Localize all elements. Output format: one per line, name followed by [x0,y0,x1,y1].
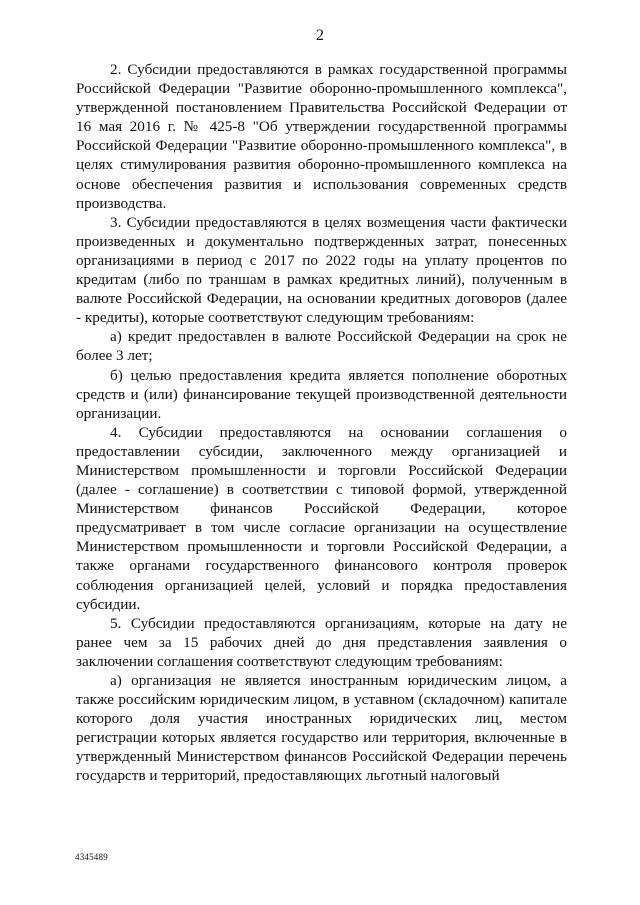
paragraph-4: 4. Субсидии предоставляются на основании соглашения о предоставлении субсидии, заключенного между организацией и Министерством промышленности и торговли Российской Федерации (далее - соглашение) в соответствии с типовой формой, утвержденной Министерством финансов Российской Федерации, которое предусматривает в том числе согласие организации на осуществление Министерством промышленности и торговли Российской Федерации, а также органами государственного финансового контроля проверок соблюдения организацией целей, условий и порядка предоставления субсидии. [76,423,567,613]
page-number: 2 [316,27,324,44]
paragraph-2: 2. Субсидии предоставляются в рамках государственной программы Российской Федерации "Развитие оборонно-промышленного комплекса", утвержденной постановлением Правительства Российской Федерации от 16 мая 2016 г. № 425-8 "Об утверждении государственной программы Российской Федерации "Развитие оборонно-промышленного комплекса", в целях стимулирования развития оборонно-промышленного комплекса на основе обеспечения развития и использования современных средств производства. [76,61,567,212]
paragraph-3: 3. Субсидии предоставляются в целях возмещения части фактически произведенных и документально подтвержденных затрат, понесенных организациями в период с 2017 по 2022 годы на уплату процентов по кредитам (либо по траншам в рамках кредитных линий), полученным в валюте Российской Федерации, на основании кредитных договоров (далее - кредиты), которые соответствуют следующим требованиям: [76,213,567,327]
document-body [76,60,567,786]
paragraph-3b: б) целью предоставления кредита является пополнение оборотных средств и (или) финансирование текущей производственной деятельности организации. [76,366,567,422]
paragraph-3a: а) кредит предоставлен в валюте Российской Федерации на срок не более 3 лет; [76,328,567,365]
paragraph-5a: а) организация не является иностранным юридическим лицом, а также российским юридическим лицом, в уставном (складочном) капитале которого доля участия иностранных юридических лиц, местом регистрации которых является государство или территория, включенные в утвержденный Министерством финансов Российской Федерации перечень государств и территорий, предоставляющих льготный налоговый [76,672,567,785]
paragraph-5: 5. Субсидии предоставляются организациям, которые на дату не ранее чем за 15 рабочих дней до дня представления заявления о заключении соглашения соответствуют следующим требованиям: [76,614,567,670]
document-code: 4345489 [75,852,108,862]
